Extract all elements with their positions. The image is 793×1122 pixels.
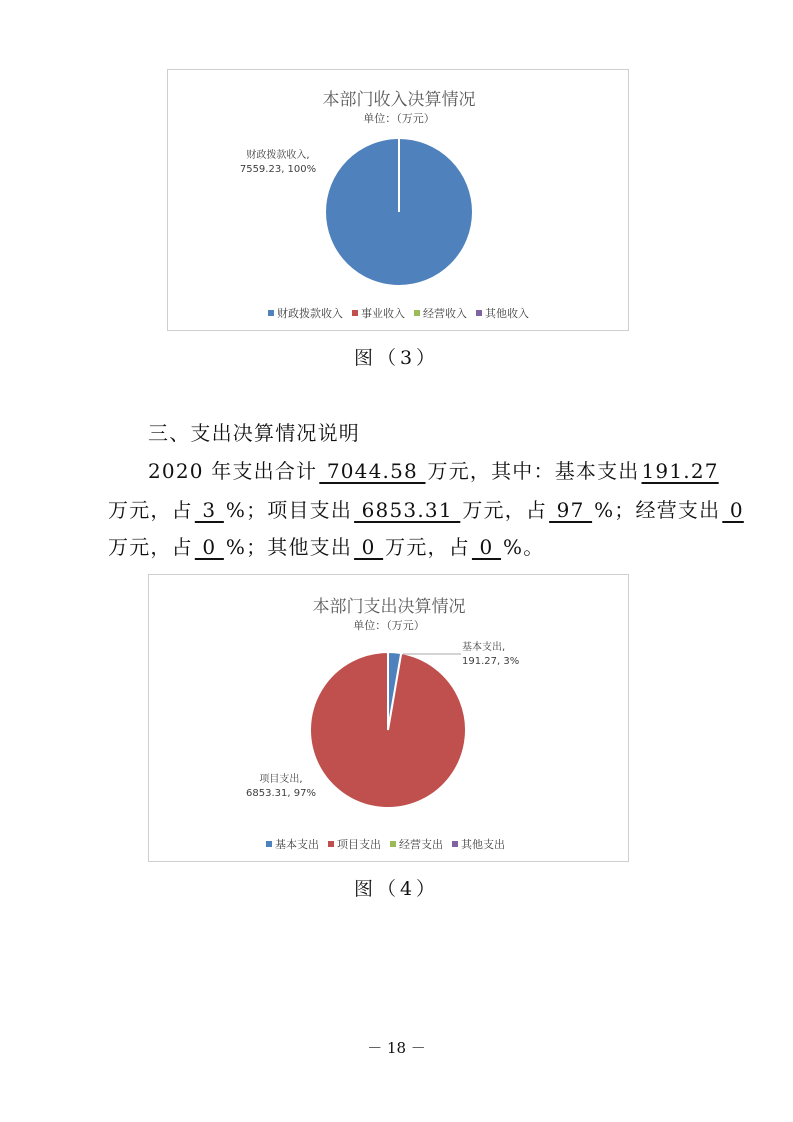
text-run: %。 [502, 535, 545, 559]
data-label-value: 191.27, 3% [462, 656, 520, 667]
paragraph-line [148, 455, 721, 484]
section-heading: 三、支出决算情况说明 [148, 421, 360, 445]
project-expense-pct: 97 [549, 498, 593, 522]
pie-slices [310, 652, 466, 808]
income-pie-chart [167, 69, 629, 331]
chart-subtitle: 单位：（万元） [353, 619, 425, 632]
legend-label: 基本支出 [275, 838, 319, 851]
pie-slice [310, 652, 466, 808]
data-label-name: 项目支出, [259, 774, 303, 785]
legend-swatch [390, 841, 396, 847]
text-run: %；项目支出 [225, 498, 353, 522]
text-run: 万元，其中：基本支出 [427, 459, 640, 483]
text-run: %；经营支出 [594, 498, 721, 522]
project-expense-value: 6853.31 [354, 498, 461, 522]
total-expense-value: 7044.58 [319, 459, 426, 483]
basic-expense-pct: 3 [194, 498, 224, 522]
legend-swatch [414, 310, 420, 316]
page-number: － 18 － [367, 1039, 426, 1057]
paragraph-line [108, 494, 746, 523]
other-expense-value: 0 [354, 535, 384, 559]
data-label-value: 6853.31, 97% [246, 788, 316, 799]
legend-swatch [268, 310, 274, 316]
expense-pie-svg [149, 575, 628, 861]
legend-swatch [328, 841, 334, 847]
legend-label: 事业收入 [361, 307, 405, 320]
basic-expense-value: 191.27 [641, 459, 719, 483]
operating-expense-pct: 0 [194, 535, 224, 559]
legend-label: 经营收入 [423, 307, 467, 320]
data-label-value: 7559.23, 100% [239, 164, 317, 175]
chart-legend [266, 837, 505, 851]
text-run: 万元，占 [385, 535, 470, 559]
operating-expense-value: 0 [722, 498, 744, 522]
pie-slices [325, 138, 473, 286]
text-run: 万元，占 [108, 535, 193, 559]
chart-legend [268, 306, 529, 320]
text-run: 2020 年支出合计 [148, 459, 318, 483]
data-label-name: 基本支出, [462, 642, 506, 653]
expense-pie-chart [148, 574, 629, 862]
data-label-name: 财政拨款收入, [246, 150, 310, 161]
legend-label: 项目支出 [337, 838, 381, 851]
text-run: 万元，占 [108, 498, 193, 522]
other-expense-pct: 0 [471, 535, 501, 559]
paragraph-line [108, 531, 544, 560]
legend-label: 经营支出 [399, 838, 443, 851]
legend-swatch [352, 310, 358, 316]
chart-subtitle: 单位：（万元） [363, 112, 435, 125]
chart-title: 本部门收入决算情况 [322, 90, 476, 110]
text-run: %；其他支出 [225, 535, 353, 559]
income-pie-svg [168, 70, 628, 330]
text-run: 万元，占 [462, 498, 548, 522]
figure-caption: 图（3） [353, 347, 440, 369]
figure-caption: 图（4） [353, 878, 440, 900]
legend-swatch [476, 310, 482, 316]
legend-label: 其他收入 [485, 307, 529, 320]
legend-swatch [452, 841, 458, 847]
legend-label: 财政拨款收入 [277, 307, 343, 320]
chart-title: 本部门支出决算情况 [312, 597, 466, 617]
legend-label: 其他支出 [461, 838, 505, 851]
legend-swatch [266, 841, 272, 847]
